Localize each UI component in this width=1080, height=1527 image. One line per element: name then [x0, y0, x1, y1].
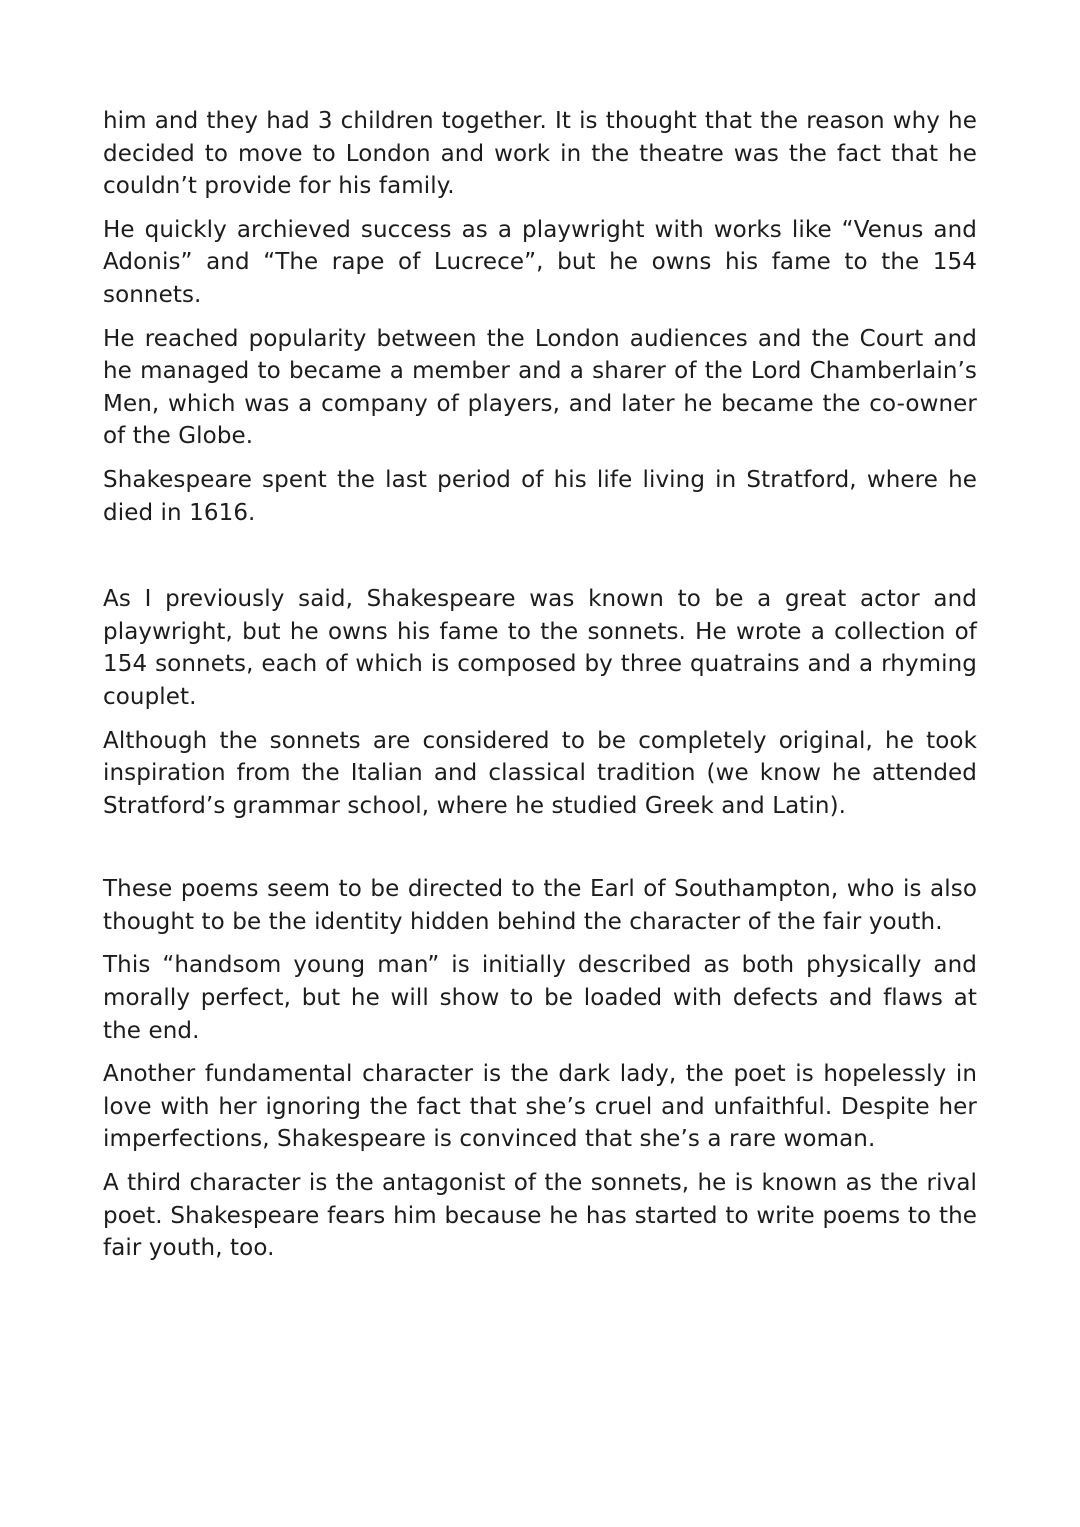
paragraph-family: him and they had 3 children together. It is thought that the reason why he decided to move to London and work in the theatre was the fact that he couldn’t provide for his family.: [103, 108, 977, 200]
paragraph-sonnet-inspiration: Although the sonnets are considered to be completely original, he took inspiration from the Italian and classical tradition (we know he attended Stratford’s grammar school, where he studied Greek and Latin).: [103, 727, 977, 819]
document-body: [103, 105, 977, 1276]
paragraph-early-success: He quickly archieved success as a playwright with works like “Venus and Adonis” and “The rape of Lucrece”, but he owns his fame to the 154 sonnets.: [103, 216, 977, 308]
paragraph-earl-of-southampton: These poems seem to be directed to the Earl of Southampton, who is also thought to be the identity hidden behind the character of the fair youth.: [103, 876, 977, 935]
paragraph-fair-youth: This “handsom young man” is initially described as both physically and morally perfect, but he will show to be loaded with defects and flaws at the end.: [103, 952, 977, 1044]
paragraph-sonnet-collection: As I previously said, Shakespeare was known to be a great actor and playwright, but he owns his fame to the sonnets. He wrote a collection of 154 sonnets, each of which is composed by three quatrains and a rhyming couplet.: [103, 586, 977, 710]
paragraph-popularity: He reached popularity between the London audiences and the Court and he managed to became a member and a sharer of the Lord Chamberlain’s Men, which was a company of players, and later he became the co-owner of the Globe.: [103, 325, 977, 450]
paragraph-death: Shakespeare spent the last period of his life living in Stratford, where he died in 1616.: [103, 466, 977, 526]
paragraph-dark-lady: Another fundamental character is the dark lady, the poet is hopelessly in love with her ignoring the fact that she’s cruel and unfaithful. Despite her imperfections, Shakespeare is convinced that she’s a rare woman.: [103, 1061, 977, 1153]
section-characters: [103, 873, 977, 1265]
section-spacer: [103, 540, 977, 583]
section-biography: [103, 105, 977, 529]
section-sonnets: [103, 583, 977, 822]
paragraph-rival-poet: A third character is the antagonist of the sonnets, he is known as the rival poet. Shakespeare fears him because he has started to write poems to the fair youth, too.: [103, 1170, 977, 1262]
section-spacer: [103, 833, 977, 873]
